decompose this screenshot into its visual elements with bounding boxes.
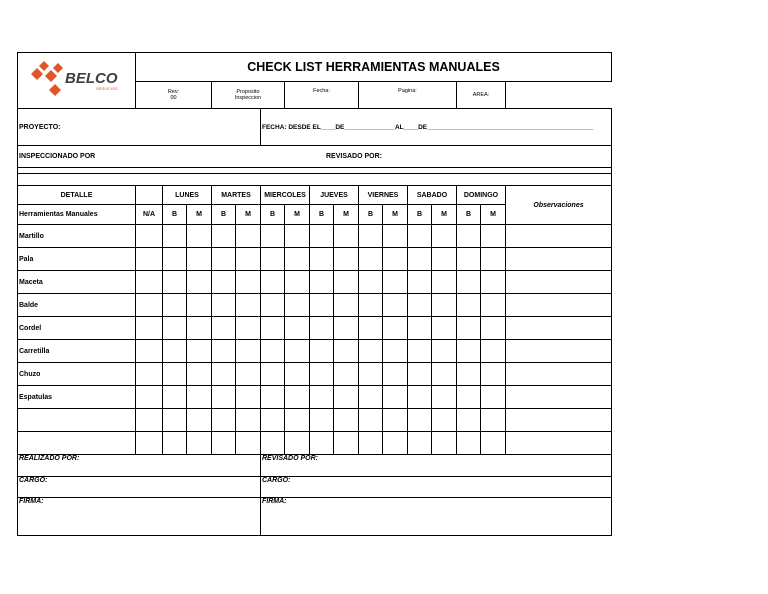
check-cell[interactable] (432, 340, 457, 363)
b-header: B (212, 205, 236, 225)
observaciones-cell[interactable] (506, 225, 612, 248)
check-cell[interactable] (212, 363, 236, 386)
svg-text:BELCO: BELCO (64, 69, 117, 87)
check-cell[interactable] (212, 225, 236, 248)
check-cell[interactable] (163, 294, 187, 317)
na-cell[interactable] (136, 225, 163, 248)
check-cell[interactable] (334, 271, 359, 294)
item-name: Carretilla (18, 340, 136, 363)
item-name: Chuzo (18, 363, 136, 386)
spacer-row (18, 174, 612, 186)
firma-label: FIRMA: (18, 498, 261, 536)
na-cell[interactable] (136, 340, 163, 363)
item-name: Pala (18, 248, 136, 271)
check-cell[interactable] (457, 432, 481, 455)
check-cell[interactable] (408, 317, 432, 340)
check-cell[interactable] (187, 248, 212, 271)
check-cell[interactable] (310, 432, 334, 455)
check-cell[interactable] (285, 340, 310, 363)
check-cell[interactable] (236, 363, 261, 386)
check-cell[interactable] (481, 340, 506, 363)
observaciones-cell[interactable] (506, 317, 612, 340)
check-cell[interactable] (408, 294, 432, 317)
na-cell[interactable] (136, 386, 163, 409)
check-cell[interactable] (457, 363, 481, 386)
check-cell[interactable] (334, 294, 359, 317)
check-cell[interactable] (334, 432, 359, 455)
check-cell[interactable] (212, 386, 236, 409)
check-cell[interactable] (334, 363, 359, 386)
check-cell[interactable] (285, 363, 310, 386)
observaciones-cell[interactable] (506, 432, 612, 455)
area-cell: AREA: (457, 82, 506, 109)
day-header: MIERCOLES (261, 186, 310, 205)
observaciones-cell[interactable] (506, 340, 612, 363)
belco-logo-icon (27, 60, 127, 100)
check-cell[interactable] (359, 386, 383, 409)
check-cell[interactable] (212, 271, 236, 294)
check-cell[interactable] (432, 225, 457, 248)
table-row (18, 271, 612, 294)
check-cell[interactable] (212, 340, 236, 363)
check-cell[interactable] (310, 409, 334, 432)
check-cell[interactable] (457, 271, 481, 294)
check-cell[interactable] (285, 225, 310, 248)
check-cell[interactable] (187, 340, 212, 363)
check-cell[interactable] (383, 432, 408, 455)
item-name: Balde (18, 294, 136, 317)
check-cell[interactable] (236, 386, 261, 409)
svg-text:SERVICIOS: SERVICIOS (95, 85, 118, 91)
check-cell[interactable] (457, 317, 481, 340)
check-cell[interactable] (432, 409, 457, 432)
observaciones-cell[interactable] (506, 248, 612, 271)
revisado-footer-label: REVISADO POR: (261, 455, 612, 477)
check-cell[interactable] (408, 386, 432, 409)
check-cell[interactable] (383, 248, 408, 271)
check-cell[interactable] (334, 340, 359, 363)
company-logo (18, 53, 136, 109)
check-cell[interactable] (310, 294, 334, 317)
check-cell[interactable] (261, 248, 285, 271)
checklist-table (17, 52, 612, 536)
check-cell[interactable] (187, 271, 212, 294)
na-header-blank (136, 186, 163, 205)
m-header: M (236, 205, 261, 225)
check-cell[interactable] (261, 340, 285, 363)
check-cell[interactable] (432, 294, 457, 317)
day-header: LUNES (163, 186, 212, 205)
check-cell[interactable] (481, 363, 506, 386)
check-cell[interactable] (334, 386, 359, 409)
check-cell[interactable] (261, 317, 285, 340)
page-title: CHECK LIST HERRAMIENTAS MANUALES (136, 53, 612, 82)
check-cell[interactable] (481, 271, 506, 294)
m-header: M (285, 205, 310, 225)
table-row (18, 248, 612, 271)
check-cell[interactable] (261, 432, 285, 455)
item-rows (18, 225, 612, 455)
check-cell[interactable] (457, 340, 481, 363)
check-cell[interactable] (481, 294, 506, 317)
check-cell[interactable] (359, 294, 383, 317)
check-cell[interactable] (359, 432, 383, 455)
observaciones-cell[interactable] (506, 386, 612, 409)
m-header: M (481, 205, 506, 225)
check-cell[interactable] (285, 432, 310, 455)
table-row (18, 363, 612, 386)
m-header: M (187, 205, 212, 225)
proposito-cell: Proposito Inspeccion (212, 82, 285, 109)
check-cell[interactable] (285, 271, 310, 294)
inspection-row (18, 146, 612, 168)
item-name: Martillo (18, 225, 136, 248)
m-header: M (383, 205, 408, 225)
b-header: B (163, 205, 187, 225)
na-cell[interactable] (136, 432, 163, 455)
check-cell[interactable] (457, 294, 481, 317)
observaciones-cell[interactable] (506, 409, 612, 432)
check-cell[interactable] (310, 363, 334, 386)
check-cell[interactable] (408, 225, 432, 248)
check-cell[interactable] (334, 317, 359, 340)
check-cell[interactable] (359, 225, 383, 248)
check-cell[interactable] (457, 248, 481, 271)
item-name: Cordel (18, 317, 136, 340)
check-cell[interactable] (334, 409, 359, 432)
check-cell[interactable] (432, 432, 457, 455)
detalle-header: DETALLE (18, 186, 136, 205)
check-cell[interactable] (457, 386, 481, 409)
check-cell[interactable] (310, 271, 334, 294)
check-cell[interactable] (481, 317, 506, 340)
firma-label-right: FIRMA: (261, 498, 612, 536)
check-cell[interactable] (187, 317, 212, 340)
check-cell[interactable] (383, 386, 408, 409)
pagina-cell: Pagina: (359, 82, 457, 109)
observaciones-cell[interactable] (506, 294, 612, 317)
check-cell[interactable] (285, 248, 310, 271)
check-cell[interactable] (236, 294, 261, 317)
check-cell[interactable] (236, 248, 261, 271)
check-cell[interactable] (163, 409, 187, 432)
check-cell[interactable] (236, 409, 261, 432)
check-cell[interactable] (236, 432, 261, 455)
check-cell[interactable] (481, 432, 506, 455)
check-cell[interactable] (408, 432, 432, 455)
check-cell[interactable] (432, 248, 457, 271)
check-cell[interactable] (163, 363, 187, 386)
check-cell[interactable] (187, 225, 212, 248)
check-cell[interactable] (334, 225, 359, 248)
check-cell[interactable] (285, 294, 310, 317)
observaciones-cell[interactable] (506, 271, 612, 294)
table-row (18, 317, 612, 340)
proyecto-label: PROYECTO: (18, 109, 261, 146)
check-cell[interactable] (310, 248, 334, 271)
check-cell[interactable] (285, 317, 310, 340)
check-cell[interactable] (212, 409, 236, 432)
observaciones-header: Observaciones (506, 186, 612, 225)
check-cell[interactable] (212, 432, 236, 455)
check-cell[interactable] (261, 271, 285, 294)
check-cell[interactable] (187, 386, 212, 409)
check-cell[interactable] (236, 340, 261, 363)
check-cell[interactable] (261, 225, 285, 248)
day-header: JUEVES (310, 186, 359, 205)
check-cell[interactable] (187, 409, 212, 432)
check-cell[interactable] (359, 409, 383, 432)
table-row (18, 225, 612, 248)
check-cell[interactable] (432, 317, 457, 340)
check-cell[interactable] (408, 248, 432, 271)
check-cell[interactable] (261, 409, 285, 432)
check-cell[interactable] (383, 409, 408, 432)
check-cell[interactable] (432, 363, 457, 386)
check-cell[interactable] (310, 225, 334, 248)
observaciones-cell[interactable] (506, 363, 612, 386)
check-cell[interactable] (212, 317, 236, 340)
check-cell[interactable] (261, 386, 285, 409)
herramientas-header: Herramientas Manuales (18, 205, 136, 225)
check-cell[interactable] (310, 386, 334, 409)
check-cell[interactable] (236, 225, 261, 248)
check-cell[interactable] (163, 340, 187, 363)
fecha-cell: Fecha: (285, 82, 359, 109)
table-row (18, 409, 612, 432)
day-header: VIERNES (359, 186, 408, 205)
table-row (18, 340, 612, 363)
item-name (18, 432, 136, 455)
check-cell[interactable] (212, 248, 236, 271)
m-header: M (334, 205, 359, 225)
check-cell[interactable] (261, 363, 285, 386)
check-cell[interactable] (236, 317, 261, 340)
na-header: N/A (136, 205, 163, 225)
cargo-label: CARGO: (18, 477, 261, 498)
check-cell[interactable] (285, 386, 310, 409)
na-cell[interactable] (136, 294, 163, 317)
b-header: B (310, 205, 334, 225)
check-cell[interactable] (261, 294, 285, 317)
check-cell[interactable] (359, 363, 383, 386)
item-name: Espatulas (18, 386, 136, 409)
fecha-range: FECHA: DESDE EL____DE______________AL____DE______________________________________________ (261, 109, 612, 146)
check-cell[interactable] (163, 317, 187, 340)
check-cell[interactable] (310, 317, 334, 340)
check-cell[interactable] (310, 340, 334, 363)
table-row (18, 432, 612, 455)
day-header: DOMINGO (457, 186, 506, 205)
check-cell[interactable] (383, 317, 408, 340)
item-name: Maceta (18, 271, 136, 294)
check-cell[interactable] (187, 432, 212, 455)
table-row (18, 386, 612, 409)
check-cell[interactable] (163, 225, 187, 248)
check-cell[interactable] (163, 271, 187, 294)
item-name (18, 409, 136, 432)
na-cell[interactable] (136, 271, 163, 294)
check-cell[interactable] (481, 386, 506, 409)
cargo-label-right: CARGO: (261, 477, 612, 498)
check-cell[interactable] (383, 294, 408, 317)
check-cell[interactable] (163, 432, 187, 455)
table-row (18, 294, 612, 317)
check-cell[interactable] (457, 409, 481, 432)
na-cell[interactable] (136, 317, 163, 340)
b-header: B (261, 205, 285, 225)
check-cell[interactable] (359, 317, 383, 340)
check-cell[interactable] (359, 271, 383, 294)
check-cell[interactable] (383, 225, 408, 248)
check-cell[interactable] (212, 294, 236, 317)
na-cell[interactable] (136, 248, 163, 271)
check-cell[interactable] (432, 271, 457, 294)
check-cell[interactable] (481, 409, 506, 432)
check-cell[interactable] (359, 248, 383, 271)
check-cell[interactable] (383, 363, 408, 386)
na-cell[interactable] (136, 363, 163, 386)
checklist-form (17, 52, 611, 536)
day-header: SABADO (408, 186, 457, 205)
check-cell[interactable] (163, 248, 187, 271)
check-cell[interactable] (163, 386, 187, 409)
check-cell[interactable] (408, 409, 432, 432)
check-cell[interactable] (334, 248, 359, 271)
check-cell[interactable] (408, 340, 432, 363)
day-header: MARTES (212, 186, 261, 205)
check-cell[interactable] (383, 340, 408, 363)
check-cell[interactable] (457, 225, 481, 248)
check-cell[interactable] (481, 225, 506, 248)
na-cell[interactable] (136, 409, 163, 432)
check-cell[interactable] (408, 271, 432, 294)
check-cell[interactable] (187, 294, 212, 317)
check-cell[interactable] (408, 363, 432, 386)
inspeccionado-label: INSPECCIONADO POR (19, 153, 96, 160)
b-header: B (359, 205, 383, 225)
check-cell[interactable] (236, 271, 261, 294)
realizado-label: REALIZADO POR: (18, 455, 261, 477)
rev-cell: Rev: 00 (136, 82, 212, 109)
check-cell[interactable] (187, 363, 212, 386)
m-header: M (432, 205, 457, 225)
check-cell[interactable] (481, 248, 506, 271)
check-cell[interactable] (432, 386, 457, 409)
check-cell[interactable] (383, 271, 408, 294)
b-header: B (408, 205, 432, 225)
check-cell[interactable] (285, 409, 310, 432)
revisado-label: REVISADO POR: (326, 153, 383, 160)
b-header: B (457, 205, 481, 225)
check-cell[interactable] (359, 340, 383, 363)
